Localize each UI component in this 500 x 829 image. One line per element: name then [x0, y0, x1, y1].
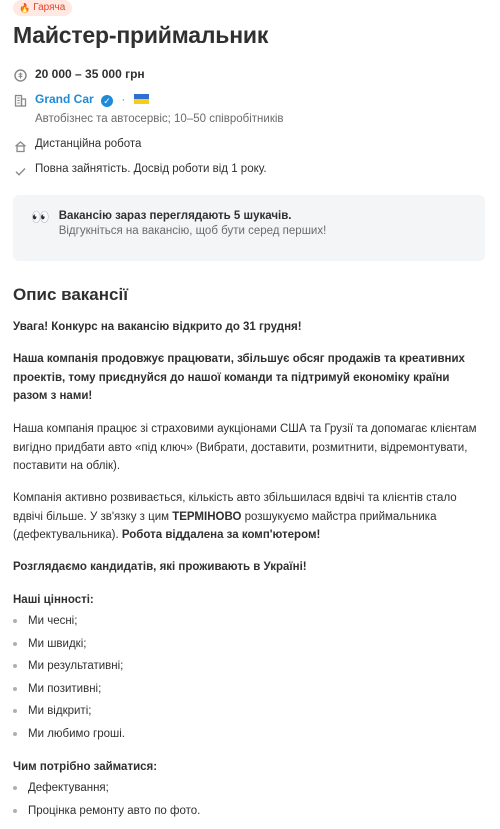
notice-subtitle: Відгукніться на вакансію, щоб бути серед перших!: [58, 225, 327, 237]
hot-badge: [13, 0, 72, 16]
bullet: [13, 664, 17, 668]
flame-icon: 🔥: [19, 3, 31, 13]
company-paragraph: Наша компанія працює зі страховими аукціонами США та Грузії та допомагає клієнтам вигідно придбати авто «під ключ» (Вибрати, доставити, розмитнити, відремонтувати, поставити на облік).: [13, 423, 477, 472]
bullet: [13, 619, 17, 623]
list-item: [13, 723, 125, 746]
list-item-text: Ми любимо гроші.: [28, 727, 126, 740]
bullet: [13, 786, 17, 790]
work-mode: Дистанційна робота: [35, 138, 142, 150]
values-heading: Наші цінності:: [13, 594, 94, 606]
company-row: [13, 92, 149, 107]
list-item-text: Дефектування;: [28, 782, 109, 794]
bullet: [13, 732, 17, 736]
company-description: Автобізнес та автосервіс; 10–50 співробітників: [35, 113, 284, 125]
employment-row: [13, 163, 267, 178]
remote-home-icon: [13, 139, 27, 153]
tasks-list: [13, 777, 200, 822]
work-mode-row: [13, 138, 141, 153]
values-list: [13, 610, 125, 745]
vacancy-title: Майстер-приймальник: [13, 22, 269, 48]
verified-icon: ✓: [101, 95, 113, 107]
list-item: [13, 655, 125, 678]
list-item-text: Ми результативні;: [28, 660, 124, 672]
salary-value: 20 000 – 35 000 грн: [35, 67, 145, 81]
coin-icon: [13, 68, 27, 82]
list-item: [13, 610, 125, 633]
urgent-text-1: Компанія активно розвивається, кількість авто збільшилася вдвічі та клієнтів стало вдвічі більше. У зв'язку з цим: [13, 492, 457, 523]
salary-row: [13, 67, 145, 82]
urgent-paragraph: [13, 489, 487, 545]
eyes-icon: 👀: [31, 209, 47, 226]
viewers-notice: [13, 195, 485, 261]
list-item-text: Процінка ремонту авто по фото.: [28, 804, 201, 817]
urgent-text-2: розшукуємо майстра приймальника (дефектувальника).: [13, 510, 437, 541]
building-icon: [13, 93, 27, 107]
intro-paragraph: Наша компанія продовжує працювати, збільшує обсяг продажів та креативних проектів, тому приєднуйся до нашої команди та підтримуй економіку країни разом з нами!: [13, 353, 465, 402]
list-item: [13, 800, 200, 823]
bullet: [13, 809, 17, 813]
list-item-text: Ми чесні;: [28, 615, 78, 627]
employment-details: Повна зайнятість. Досвід роботи від 1 року.: [35, 163, 267, 175]
contest-notice: Увага! Конкурс на вакансію відкрито до 31 грудня!: [13, 321, 302, 333]
notice-title: Вакансію зараз переглядають 5 шукачів.: [58, 210, 292, 222]
separator: ·: [121, 92, 126, 106]
bullet: [13, 642, 17, 646]
list-item: [13, 700, 125, 723]
check-icon: [13, 164, 27, 178]
company-link[interactable]: Grand Car: [35, 92, 94, 106]
list-item: [13, 633, 125, 656]
list-item-text: Ми відкриті;: [28, 705, 92, 717]
hot-badge-label: Гаряча: [33, 2, 66, 13]
tasks-heading: Чим потрібно займатися:: [13, 761, 158, 773]
ukraine-flag-icon: [134, 94, 149, 104]
remote-note: Робота віддалена за комп'ютером!: [121, 529, 321, 541]
candidates-note: Розглядаємо кандидатів, які проживають в Україні!: [13, 561, 307, 573]
list-item: [13, 777, 200, 800]
list-item-text: Ми позитивні;: [28, 682, 102, 695]
list-item-text: Ми швидкі;: [28, 637, 87, 650]
bullet: [13, 687, 17, 691]
list-item: [13, 678, 125, 701]
bullet: [13, 709, 17, 713]
urgent-keyword: ТЕРМІНОВО: [172, 510, 242, 523]
description-heading: Опис вакансії: [13, 285, 128, 304]
